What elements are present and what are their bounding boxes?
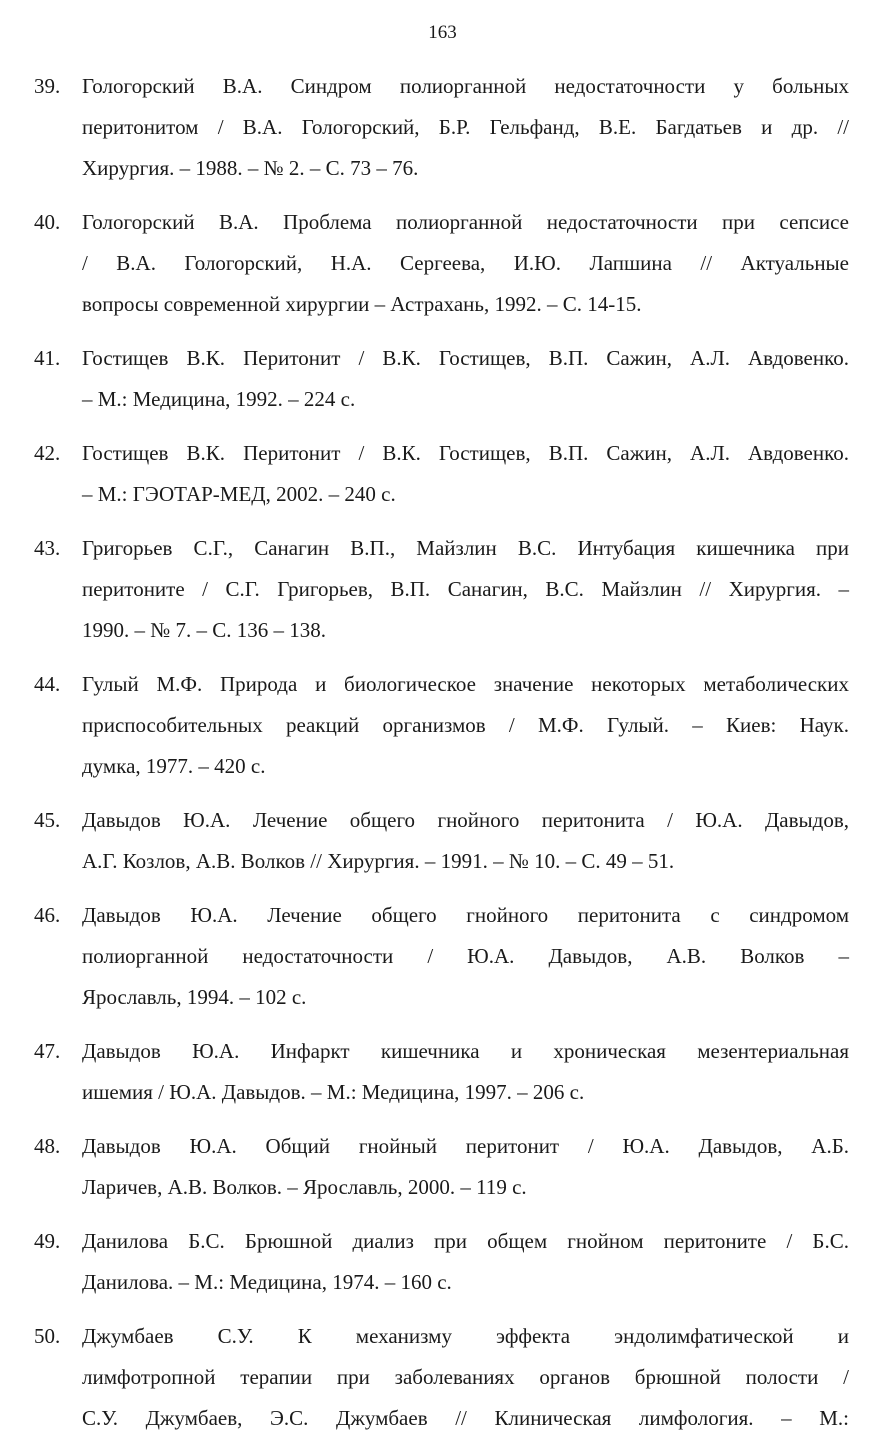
reference-item bbox=[0, 1031, 885, 1113]
reference-number: 49. bbox=[34, 1229, 61, 1253]
reference-line: Джумбаев С.У. К механизму эффекта эндолимфатической и bbox=[82, 1324, 849, 1348]
reference-line: думка, 1977. – 420 с. bbox=[82, 754, 266, 778]
reference-line: ишемия / Ю.А. Давыдов. – М.: Медицина, 1997. – 206 с. bbox=[82, 1080, 585, 1104]
reference-item bbox=[0, 1126, 885, 1208]
reference-line: – М.: ГЭОТАР-МЕД, 2002. – 240 с. bbox=[82, 482, 396, 506]
reference-number: 41. bbox=[34, 346, 61, 370]
reference-line: лимфотропной терапии при заболеваниях органов брюшной полости / bbox=[82, 1365, 849, 1389]
reference-line: С.У. Джумбаев, Э.С. Джумбаев // Клиническая лимфология. – М.: bbox=[82, 1406, 849, 1430]
reference-line: Гостищев В.К. Перитонит / В.К. Гостищев, В.П. Сажин, А.Л. Авдовенко. bbox=[82, 441, 849, 465]
page-number: 163 bbox=[428, 22, 457, 43]
reference-line: Ярославль, 1994. – 102 с. bbox=[82, 985, 307, 1009]
reference-list bbox=[0, 66, 885, 1439]
reference-line: / В.А. Гологорский, Н.А. Сергеева, И.Ю. Лапшина // Актуальные bbox=[82, 251, 849, 275]
reference-line: перитонитом / В.А. Гологорский, Б.Р. Гельфанд, В.Е. Багдатьев и др. // bbox=[82, 115, 849, 139]
reference-line: Давыдов Ю.А. Общий гнойный перитонит / Ю.А. Давыдов, А.Б. bbox=[82, 1134, 849, 1158]
reference-line: Гулый М.Ф. Природа и биологическое значение некоторых метаболических bbox=[82, 672, 849, 696]
reference-line: Григорьев С.Г., Санагин В.П., Майзлин В.С. Интубация кишечника при bbox=[82, 536, 849, 560]
reference-line: Давыдов Ю.А. Лечение общего гнойного перитонита / Ю.А. Давыдов, bbox=[82, 808, 849, 832]
reference-item bbox=[0, 338, 885, 420]
reference-number: 39. bbox=[34, 74, 61, 98]
reference-line: Гостищев В.К. Перитонит / В.К. Гостищев, В.П. Сажин, А.Л. Авдовенко. bbox=[82, 346, 849, 370]
reference-line: Ларичев, А.В. Волков. – Ярославль, 2000. – 119 с. bbox=[82, 1175, 527, 1199]
reference-line: Давыдов Ю.А. Инфаркт кишечника и хроническая мезентериальная bbox=[82, 1039, 849, 1063]
reference-line: – М.: Медицина, 1992. – 224 с. bbox=[82, 387, 356, 411]
reference-item bbox=[0, 1316, 885, 1439]
reference-line: приспособительных реакций организмов / М.Ф. Гулый. – Киев: Наук. bbox=[82, 713, 849, 737]
reference-line: Гологорский В.А. Проблема полиорганной недостаточности при сепсисе bbox=[82, 210, 849, 234]
reference-line: А.Г. Козлов, А.В. Волков // Хирургия. – 1991. – № 10. – С. 49 – 51. bbox=[82, 849, 675, 873]
reference-item bbox=[0, 433, 885, 515]
reference-number: 40. bbox=[34, 210, 61, 234]
reference-number: 47. bbox=[34, 1039, 61, 1063]
reference-item bbox=[0, 800, 885, 882]
reference-line: Гологорский В.А. Синдром полиорганной недостаточности у больных bbox=[82, 74, 849, 98]
reference-item bbox=[0, 664, 885, 787]
reference-line: Данилова Б.С. Брюшной диализ при общем гнойном перитоните / Б.С. bbox=[82, 1229, 849, 1253]
reference-number: 48. bbox=[34, 1134, 61, 1158]
reference-line: полиорганной недостаточности / Ю.А. Давыдов, А.В. Волков – bbox=[82, 944, 849, 968]
reference-item bbox=[0, 202, 885, 325]
reference-item bbox=[0, 1221, 885, 1303]
reference-line: перитоните / С.Г. Григорьев, В.П. Санагин, В.С. Майзлин // Хирургия. – bbox=[82, 577, 849, 601]
reference-item bbox=[0, 528, 885, 651]
reference-number: 45. bbox=[34, 808, 61, 832]
reference-item bbox=[0, 66, 885, 189]
reference-line: Хирургия. – 1988. – № 2. – С. 73 – 76. bbox=[82, 156, 419, 180]
reference-line: Данилова. – М.: Медицина, 1974. – 160 с. bbox=[82, 1270, 452, 1294]
reference-item bbox=[0, 895, 885, 1018]
reference-line: вопросы современной хирургии – Астрахань, 1992. – С. 14-15. bbox=[82, 292, 642, 316]
reference-number: 42. bbox=[34, 441, 61, 465]
reference-line: Давыдов Ю.А. Лечение общего гнойного перитонита с синдромом bbox=[82, 903, 849, 927]
reference-number: 46. bbox=[34, 903, 61, 927]
reference-line: 1990. – № 7. – С. 136 – 138. bbox=[82, 618, 327, 642]
reference-number: 44. bbox=[34, 672, 61, 696]
reference-number: 50. bbox=[34, 1324, 61, 1348]
reference-number: 43. bbox=[34, 536, 61, 560]
